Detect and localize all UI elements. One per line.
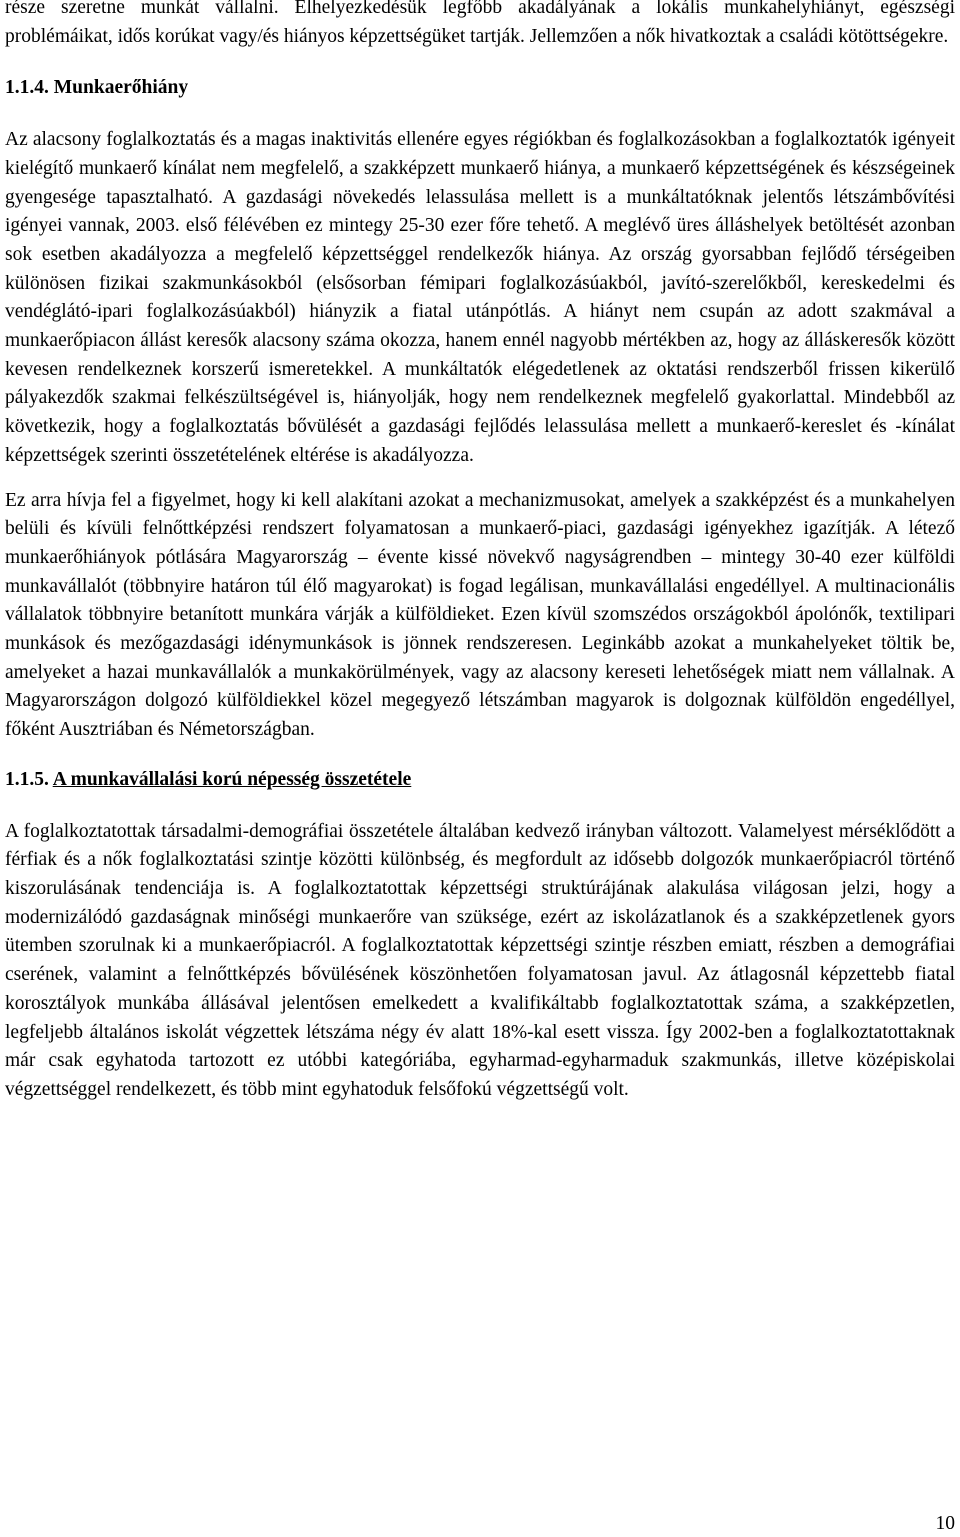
paragraph-foreign-workers: Ez arra hívja fel a figyelmet, hogy ki kell alakítani azokat a mechanizmusokat, amelyek a szakképzést és a munkahelyen belüli és kívüli felnőttképzési rendszert folyamatosan a munkaerő-piaci, gazdasági igényekhez igazítják. A létező munkaerőhiányok pótlására Magyarország – évente kissé növekvő nagyságrendben – mintegy 30-40 ezer külföldi munkavállalót (többnyire határon túl élő magyarokat) is fogad legálisan, munkavállalási engedéllyel. A multinacionális vállalatok többnyire betanított munkára várják a külföldieket. Ezen kívül szomszédos országokból ápolónők, textilipari munkások és mezőgazdasági idénymunkások is jönnek rendszeresen. Leginkább azokat a munkahelyeket töltik be, amelyeket a hazai munkavállalók a munkakörülmények, vagy az alacsony kereseti lehetőségek miatt nem vállalnak. A Magyarországon dolgozó külföldiekkel közel megegyező létszámban magyarok is dolgoznak külföldön engedéllyel, főként Ausztriában és Németországban. [5, 489, 955, 741]
document-page [5, 0, 955, 1105]
section-number: 1.1.4. [5, 77, 49, 99]
paragraph-labor-shortage: Az alacsony foglalkoztatás és a magas inaktivitás ellenére egyes régiókban és foglalkozásokban a foglalkoztatók igényeit kielégítő munkaerő kínálat nem megfelelő, a szakképzett munkaerő hiánya, a munkaerő képzettségének és készségeinek gyengesége tapasztalható. A gazdasági növekedés lelassulása mellett is a munkáltatóknak jelentős létszámbővítési igényei vannak, 2003. első félévében ez mintegy 25-30 ezer főre tehető. A meglévő üres álláshelyek betöltését azonban sok esetben akadályozza a megfelelő képzettséggel rendelkezők hiánya. Az ország gyorsabban fejlődő térségeiben különösen fizikai szakmunkásokból (elsősorban fémipari foglalkozásúakból, javító-szerelőkből, kereskedelmi és vendéglátó-ipari foglalkozásúakból) hiányzik a fiatal utánpótlás. A hiányt nem csupán az adott szakmával a munkaerőpiacon állást keresők alacsony száma okozza, hanem ennél nagyobb mértékben az, hogy az álláskeresők között kevesen rendelkeznek korszerű ismeretekkel. A munkáltatók elégedetlenek az oktatási rendszerből frissen kikerülő pályakezdők szakmai felkészültségével is, hiányolják, hogy nem rendelkeznek megfelelő gyakorlattal. Mindebből az következik, hogy a foglalkoztatás bővülését a gazdasági fejlődés lelassulása mellett a munkaerő-kereslet és -kínálat képzettségek szerinti összetételének eltérése is akadályozza. [5, 129, 955, 466]
paragraph-demographics: A foglalkoztatottak társadalmi-demográfiai összetétele általában kedvező irányban változott. Valamelyest mérséklődött a férfiak és a nők foglalkoztatási szintje közötti különbség, és megfordult az idősebb dolgozók munkaerőpiacról történő kiszorulásának tendenciája is. A foglalkoztatottak képzettségi struktúrájának alakulása világosan jelzi, hogy a modernizálódó gazdaságnak minőségi munkaerőre van szüksége, ezért az iskolázatlanok és a szakképzetlenek gyors ütemben szorulnak ki a munkaerőpiacról. A foglalkoztatottak képzettségi szintje részben emiatt, részben a demográfiai cserének, valamint a felnőttképzés bővülésének köszönhetően folyamatosan javul. Az átlagosnál képzettebb fiatal korosztályok munkába állásával jelentősen emelkedett a kvalifikáltabb foglalkoztatottak száma, a szakképzetlen, legfeljebb általános iskolát végzettek létszáma négy év alatt 18%-kal esett vissza. Így 2002-ben a foglalkoztatottaknak már csak egyhatoda tartozott ez utóbbi kategóriába, egyharmad-egyharmaduk szakmunkás, illetve középiskolai végzettséggel rendelkezett, és több mint egyhatoduk felsőfokú végzettségű volt. [5, 820, 955, 1100]
section-title: A munkavállalási korú népesség összetétele [52, 768, 412, 790]
page-number: 10 [935, 1513, 955, 1534]
section-heading-munkaerohiany [5, 74, 955, 103]
section-heading-population [5, 766, 955, 795]
section-number: 1.1.5. [5, 768, 49, 790]
section-title: Munkaerőhiány [53, 77, 189, 99]
intro-paragraph: része szeretne munkát vállalni. Elhelyezkedésük legfőbb akadályának a lokális munkahelyhiányt, egészségi problémáikat, idős korúkat vagy/és hiányos képzettségüket tartják. Jellemzően a nők hivatkoztak a családi kötöttségekre. [5, 0, 955, 47]
